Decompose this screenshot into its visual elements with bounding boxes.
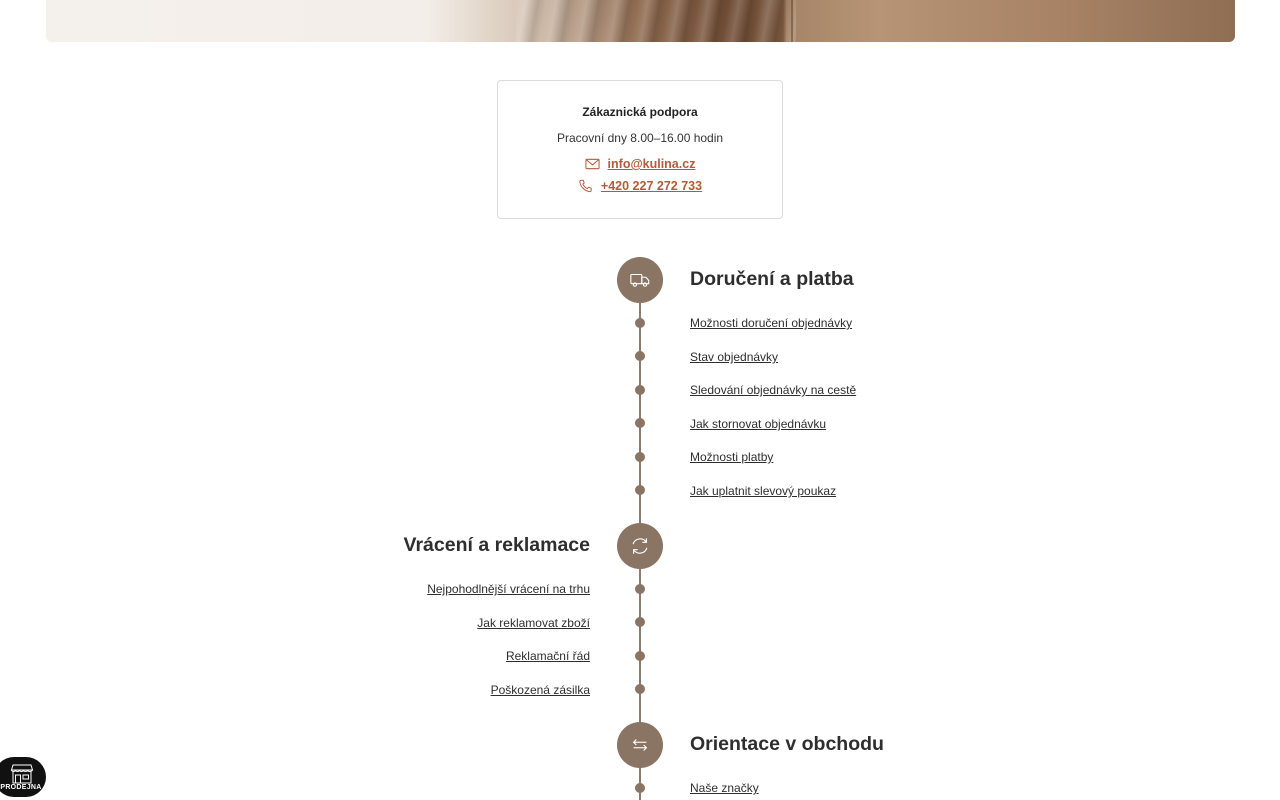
- timeline-dot: [635, 684, 645, 694]
- delivery-truck-icon: [629, 269, 651, 291]
- phone-icon: [578, 179, 593, 193]
- support-hours: Pracovní dny 8.00–16.00 hodin: [556, 131, 724, 145]
- timeline-dot: [635, 385, 645, 395]
- delivery-link-voucher[interactable]: Jak uplatnit slevový poukaz: [690, 484, 837, 498]
- timeline-dot: [635, 318, 645, 328]
- timeline-dot: [635, 584, 645, 594]
- orientation-link-brands[interactable]: Naše značky: [690, 781, 759, 795]
- refresh-icon: [629, 535, 651, 557]
- delivery-section-title: Doručení a platba: [690, 268, 854, 290]
- hero-banner-image: [46, 0, 1235, 42]
- delivery-link-cancel[interactable]: Jak stornovat objednávku: [690, 417, 827, 431]
- swap-arrows-icon: [629, 734, 651, 756]
- timeline-dot: [635, 617, 645, 627]
- storefront-icon: [10, 763, 34, 785]
- sofa-image-detail: [516, 0, 796, 42]
- timeline-dot: [635, 351, 645, 361]
- delivery-link-payment[interactable]: Možnosti platby: [690, 450, 774, 464]
- delivery-link-options[interactable]: Možnosti doručení objednávky: [690, 316, 853, 330]
- orientation-section-title: Orientace v obchodu: [690, 733, 884, 755]
- delivery-link-tracking[interactable]: Sledování objednávky na cestě: [690, 383, 857, 397]
- returns-section-hub: [617, 523, 663, 569]
- delivery-section-hub: [617, 257, 663, 303]
- timeline-dot: [635, 452, 645, 462]
- support-phone-link[interactable]: +420 227 272 733: [600, 179, 703, 193]
- customer-support-card: [497, 80, 783, 219]
- support-email-link[interactable]: info@kulina.cz: [607, 157, 696, 171]
- returns-section-title: Vrácení a reklamace: [403, 534, 590, 556]
- banner-divider: [791, 0, 793, 42]
- returns-link-easy-return[interactable]: Nejpohodlnější vrácení na trhu: [427, 582, 590, 596]
- timeline-dot: [635, 651, 645, 661]
- orientation-section-hub: [617, 722, 663, 768]
- store-badge-label: PRODEJNA: [0, 784, 42, 791]
- timeline-dot: [635, 783, 645, 793]
- returns-link-damaged-parcel[interactable]: Poškozená zásilka: [490, 683, 590, 697]
- delivery-link-order-status[interactable]: Stav objednávky: [690, 350, 779, 364]
- store-badge-button[interactable]: [0, 757, 46, 797]
- returns-link-complaint[interactable]: Jak reklamovat zboží: [477, 616, 590, 630]
- returns-link-complaint-rules[interactable]: Reklamační řád: [505, 649, 590, 663]
- support-email-row: [498, 157, 782, 171]
- timeline-dot: [635, 418, 645, 428]
- support-phone-row: [498, 179, 782, 193]
- support-title: Zákaznická podpora: [582, 105, 698, 119]
- mail-icon: [585, 157, 600, 171]
- timeline-dot: [635, 485, 645, 495]
